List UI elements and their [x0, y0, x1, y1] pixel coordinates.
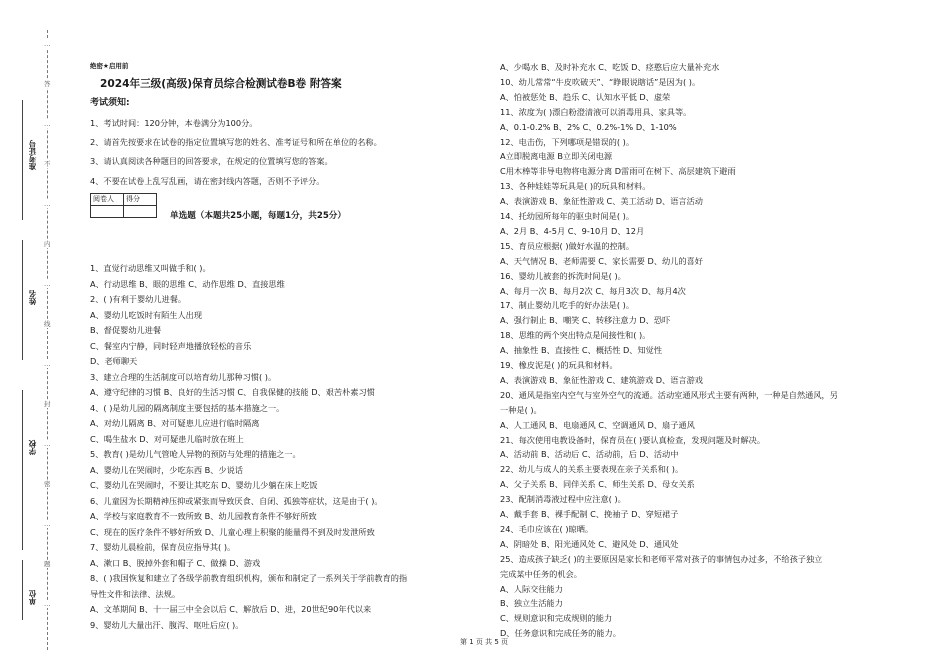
question-line: 8、( )我国恢复和建立了各级学前教育组织机构，颁布和制定了一系列关于学前教育的指: [90, 573, 408, 583]
question-line: A、漱口 B、脱掉外套和帽子 C、做操 D、游戏: [90, 557, 261, 568]
cut-line-char: 内: [44, 240, 51, 248]
school-field-line: [22, 390, 23, 550]
question-line: 5、教育( )是幼儿气管呛人异物的预防与处理的措施之一。: [90, 449, 301, 459]
question-line: 16、婴幼儿被套的拆洗时间是( )。: [500, 270, 626, 281]
question-line: A、活动前 B、活动后 C、活动前，后 D、活动中: [500, 449, 679, 460]
question-line: C、婴幼儿在哭闹时，不要让其吃东 D、婴幼儿少躺在床上吃饭: [90, 480, 318, 490]
section-title: 单选题（本题共25小题，每题1分，共25分）: [170, 211, 346, 221]
grader-table: [90, 193, 157, 218]
question-line: C用木棒等非导电物将电源分离 D雷雨可在树下、高层建筑下避雨: [500, 166, 736, 177]
cut-line-char: …: [44, 440, 51, 448]
name-field-line: [22, 240, 23, 360]
question-line: 12、电击伤，下列哪项是错误的( )。: [500, 136, 635, 147]
question-line: A、文革期间 B、十一届三中全会以后 C、解放后 D、进，20世纪90年代以来: [90, 604, 372, 614]
question-line: D、任务意识和完成任务的能力。: [500, 628, 621, 639]
grader-label: 阅卷人: [91, 194, 124, 206]
label-unit: 单位: [28, 590, 37, 605]
question-line: 14、托幼园所每年的驱虫时间是( )。: [500, 211, 635, 221]
question-line: B、督促婴幼儿进餐: [90, 325, 162, 335]
question-line: 23、配制消毒液过程中应注意( )。: [500, 494, 626, 505]
question-line: 导性文件和法律、法规。: [90, 588, 181, 599]
cut-line-char: 不: [44, 160, 51, 168]
question-line: A、阴暗处 B、阳光通风处 C、避风处 D、通风处: [500, 538, 679, 549]
question-line: C、喝生盐水 D、对可疑患儿临时放在班上: [90, 433, 244, 444]
cut-line-char: …: [44, 120, 51, 128]
cut-line-char: …: [44, 520, 51, 528]
question-line: 7、婴幼儿晨检前，保育员应指导其( )。: [90, 542, 236, 552]
question-line: 9、婴幼儿大量出汗、腹泻、呕吐后应( )。: [90, 619, 244, 630]
question-line: A、学校与家庭教育不一致所致 B、幼儿园教育条件不够好所致: [90, 511, 317, 521]
cut-line-char: 线: [44, 320, 51, 328]
question-line: 25、造成孩子缺乏( )的主要原因是家长和老师平常对孩子的事情包办过多，不给孩子独立: [500, 553, 823, 564]
notice-item: 4、不要在试卷上乱写乱画，请在密封线内答题，否则不予评分。: [90, 176, 325, 186]
question-line: D、老师聊天: [90, 356, 138, 366]
notice-item: 1、考试时间：120分钟，本卷满分为100分。: [90, 118, 258, 128]
question-line: 15、育员应根据( )做好水温的控制。: [500, 240, 635, 251]
question-line: A、少喝水 B、及时补充水 C、吃饭 D、痉憨后应大量补充水: [500, 62, 720, 72]
question-line: 1、直觉行动思维又叫做手和( )。: [90, 263, 211, 273]
question-line: A、每月一次 B、每月2次 C、每月3次 D、每月4次: [500, 285, 686, 296]
unit-field-line: [22, 560, 23, 620]
question-line: A立即脱离电源 B立即关闭电源: [500, 151, 613, 162]
question-line: 20、通风是指室内空气与室外空气的流通。活动室通风形式主要有两种，一种是自然通风，另: [500, 389, 838, 400]
question-line: A、戴手套 B、裸手配制 C、挽袖子 D、穿短裙子: [500, 509, 679, 519]
question-line: A、表演游戏 B、象征性游戏 C、建筑游戏 D、语言游戏: [500, 374, 703, 385]
question-line: A、2月 B、4-5月 C、9-10月 D、12月: [500, 225, 645, 236]
question-line: 3、建立合理的生活制度可以培育幼儿那种习惯( )。: [90, 371, 277, 382]
id-field-line: [22, 100, 23, 220]
page-title: 2024年三级(高级)保育员综合检测试卷B卷 附答案: [100, 78, 342, 90]
question-line: A、行动思维 B、眼的思维 C、动作思维 D、直接思维: [90, 278, 285, 289]
label-name: 姓名: [28, 290, 37, 305]
question-line: 6、儿童因为长期精神压抑或紧张而导致厌食、自闭、孤独等症状，这是由于( )。: [90, 495, 383, 506]
question-line: A、0.1-0.2% B、2% C、0.2%-1% D、1-10%: [500, 121, 677, 132]
notice-title: 考试须知:: [90, 98, 130, 108]
question-line: C、餐室内宁静，同时轻声地播放轻松的音乐: [90, 340, 252, 351]
question-line: A、对幼儿隔离 B、对可疑患儿应进行临时隔离: [90, 418, 260, 428]
label-school: 学校: [28, 440, 37, 455]
question-line: A、婴幼儿吃饭时有陌生人出现: [90, 309, 203, 320]
question-line: 19、橡皮泥是( )的玩具和材料。: [500, 360, 618, 370]
notice-item: 3、请认真阅读各种题目的回答要求，在规定的位置填写您的答案。: [90, 156, 333, 166]
cut-line-char: 密: [44, 480, 51, 488]
question-line: A、表演游戏 B、象征性游戏 C、美工活动 D、语言活动: [500, 196, 703, 207]
question-line: 11、浓度为( )漂白粉澄清液可以消毒用具、家具等。: [500, 106, 692, 117]
question-line: 10、幼儿常常“牛皮吹破天”、“睁眼说瞎话”是因为( )。: [500, 76, 701, 87]
cut-line-char: 答: [44, 80, 51, 88]
question-line: C、规则意识和完成规则的能力: [500, 613, 613, 624]
question-line: A、天气情况 B、老师需要 C、家长需要 D、幼儿的喜好: [500, 255, 703, 266]
question-line: 4、( )是幼儿园的隔离制度主要包括的基本措施之一。: [90, 402, 285, 413]
question-line: B、独立生活能力: [500, 598, 563, 609]
question-line: 17、制止婴幼儿吃手的好办法是( )。: [500, 300, 635, 311]
cut-line-char: …: [44, 200, 51, 208]
question-line: 一种是( )。: [500, 404, 542, 415]
label-exam-id: 准考证号: [28, 140, 37, 170]
cut-line-char: 题: [44, 560, 51, 568]
question-line: A、遵守纪律的习惯 B、良好的生活习惯 C、自我保健的技能 D、艰苦朴素习惯: [90, 387, 375, 397]
question-line: A、人工通风 B、电扇通风 C、空调通风 D、扇子通风: [500, 419, 695, 430]
question-line: 22、幼儿与成人的关系主要表现在亲子关系和( )。: [500, 464, 684, 475]
question-line: A、抽象性 B、直接性 C、概括性 D、知觉性: [500, 345, 663, 356]
question-line: A、人际交往能力: [500, 583, 563, 594]
page-footer: 第 1 页 共 5 页: [460, 638, 509, 646]
question-line: 2、( )有利于婴幼儿进餐。: [90, 294, 187, 304]
question-line: A、强行制止 B、嘲笑 C、转移注意力 D、恐吓: [500, 315, 671, 326]
question-line: 24、毛巾应该在( )晾晒。: [500, 523, 594, 534]
cut-line-char: …: [44, 280, 51, 288]
question-line: 13、各种娃娃等玩具是( )的玩具和材料。: [500, 181, 651, 192]
question-line: C、现在的医疗条件不够好所致 D、儿童心理上积聚的能量得不到及时发泄所致: [90, 526, 375, 537]
score-cell[interactable]: [124, 206, 157, 218]
question-line: 21、每次使用电教设备时，保育员在( )要认真检查，发现问题及时解决。: [500, 434, 766, 445]
question-line: 完成某中任务的机会。: [500, 568, 582, 579]
question-line: A、婴幼儿在哭闹时，少吃东西 B、少说话: [90, 464, 244, 475]
secret-label: 绝密★启用前: [90, 62, 129, 70]
score-label: 得分: [124, 194, 157, 206]
cut-line-char: …: [44, 360, 51, 368]
cut-line-char: …: [44, 600, 51, 608]
question-line: A、父子关系 B、同伴关系 C、师生关系 D、母女关系: [500, 479, 695, 490]
grader-cell[interactable]: [91, 206, 124, 218]
notice-item: 2、请首先按要求在试卷的指定位置填写您的姓名、准考证号和所在单位的名称。: [90, 137, 382, 147]
question-line: 18、思维的两个突出特点是间接性和( )。: [500, 330, 651, 341]
cut-line-char: …: [44, 40, 51, 48]
question-line: A、怕被惩处 B、趋乐 C、认知水平低 D、虚荣: [500, 91, 671, 102]
cut-line-char: 封: [44, 400, 51, 408]
